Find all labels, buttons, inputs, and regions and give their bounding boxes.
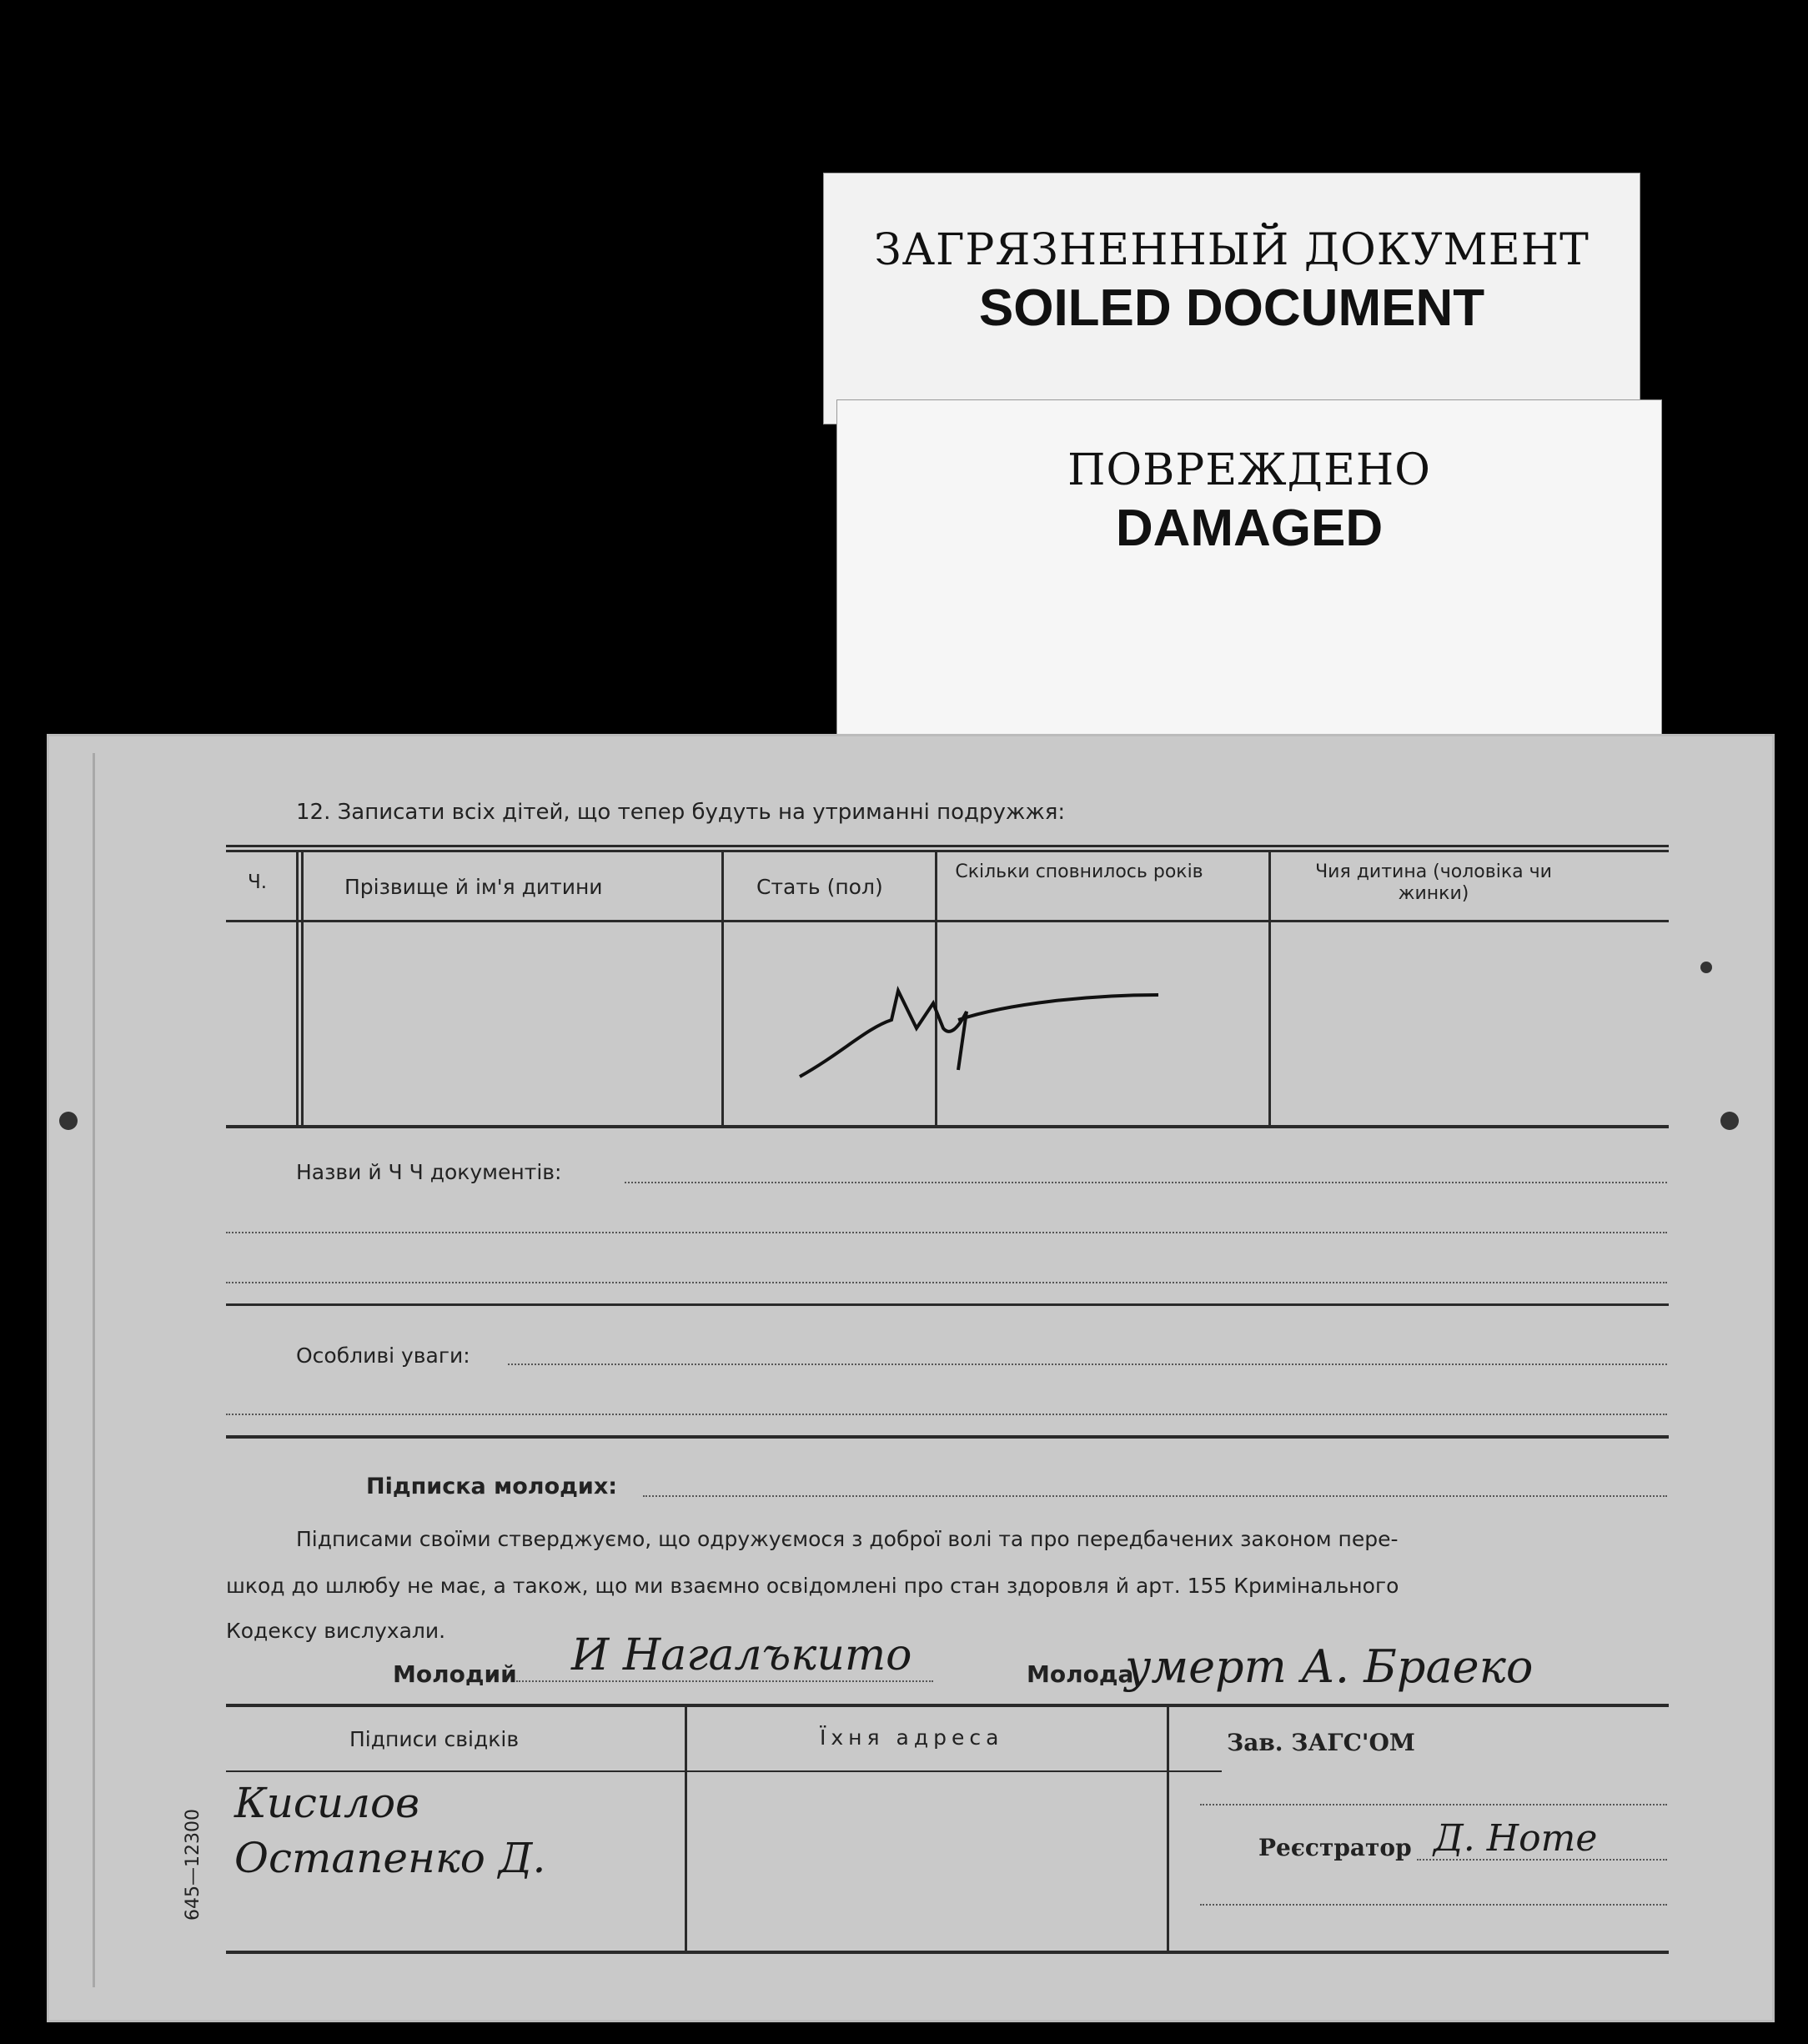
head-signature-line: [1200, 1804, 1667, 1805]
pledge-text-line-3: Кодексу вислухали.: [226, 1619, 446, 1643]
bride-signature: умерт А. Браеко: [1125, 1640, 1534, 1693]
documents-line: [226, 1232, 1667, 1233]
table-bottom-rule: [226, 1125, 1669, 1128]
damaged-label-en: DAMAGED: [1115, 500, 1384, 557]
documents-line: [625, 1182, 1667, 1183]
damaged-label-ru: ПОВРЕЖДЕНО: [1067, 445, 1431, 495]
table-col-divider: [685, 1704, 687, 1954]
registrar-signature-line: [1417, 1859, 1667, 1861]
form-code: 645—12300: [183, 1809, 203, 1921]
table-top-rule-double: [226, 850, 1669, 852]
section-12-title: 12. Записати всіх дітей, що тепер будуть на утриманні подружжя:: [296, 800, 1066, 825]
documents-line: [226, 1282, 1667, 1283]
documents-label: Назви й Ч Ч документів:: [296, 1160, 562, 1184]
handwritten-mark-drawing: [791, 970, 1175, 1087]
groom-label: Молодий: [393, 1660, 517, 1688]
marriage-record-form: [47, 734, 1775, 2022]
pledge-text-line-1: Підписами своїми стверджуємо, що одружуємося з доброї волі та про передбачених законом пере-: [296, 1527, 1399, 1551]
soiled-document-card: [824, 173, 1640, 424]
col-header-whose: Чия дитина (чоловіка чи жинки): [1315, 861, 1552, 904]
pledge-text-line-2: шкод до шлюбу не має, а також, що ми взаємно освідомлені про стан здоровля й арт. 155 Кримінального: [226, 1574, 1399, 1598]
groom-signature-line: [516, 1680, 933, 1682]
form-page-edge: [93, 753, 95, 1987]
table-col-divider: [1268, 850, 1271, 1125]
punch-hole: [59, 1112, 78, 1130]
witness-2-signature: Остапенко Д.: [234, 1834, 546, 1882]
groom-signature: И Нагалъкито: [571, 1630, 912, 1680]
pledge-title: Підписка молодих:: [366, 1474, 618, 1499]
table-header-rule: [226, 920, 1669, 922]
head-of-registry-label: Зав. ЗАГС'ОМ: [1227, 1729, 1415, 1756]
table-col-divider: [301, 850, 304, 1125]
registrar-label: Реєстратор: [1258, 1834, 1412, 1861]
form-bottom-rule: [226, 1951, 1669, 1954]
remarks-line: [226, 1414, 1667, 1415]
section-rule: [226, 1435, 1669, 1439]
table-col-divider: [296, 850, 299, 1125]
witnesses-header: Підписи свідків: [349, 1727, 520, 1751]
col-header-age: Скільки сповнилось років: [955, 861, 1203, 882]
bride-label: Молода: [1027, 1660, 1134, 1688]
punch-hole: [1700, 962, 1712, 973]
address-header: Їхня адреса: [820, 1725, 1004, 1750]
col-header-name: Прізвище й ім'я дитини: [344, 875, 603, 899]
remarks-line: [508, 1364, 1667, 1365]
registrar-signature: Д. Ноте: [1434, 1817, 1598, 1860]
remarks-label: Особливі уваги:: [296, 1343, 470, 1368]
signatures-table-top-rule: [226, 1704, 1669, 1707]
table-top-rule: [226, 845, 1669, 847]
table-col-divider: [1167, 1704, 1169, 1954]
col-header-sex: Стать (пол): [756, 875, 883, 899]
damaged-document-card: [837, 400, 1661, 751]
witness-1-signature: Кисилов: [234, 1779, 420, 1827]
header-rule: [226, 1770, 1222, 1772]
col-header-num: Ч.: [248, 871, 268, 893]
pledge-line: [643, 1495, 1667, 1497]
section-rule: [226, 1303, 1669, 1306]
table-col-divider: [721, 850, 724, 1125]
soiled-label-ru: ЗАГРЯЗНЕННЫЙ ДОКУМЕНТ: [874, 225, 1590, 275]
soiled-label-en: SOILED DOCUMENT: [978, 279, 1485, 337]
punch-hole: [1720, 1112, 1739, 1130]
registrar-extra-line: [1200, 1904, 1667, 1906]
